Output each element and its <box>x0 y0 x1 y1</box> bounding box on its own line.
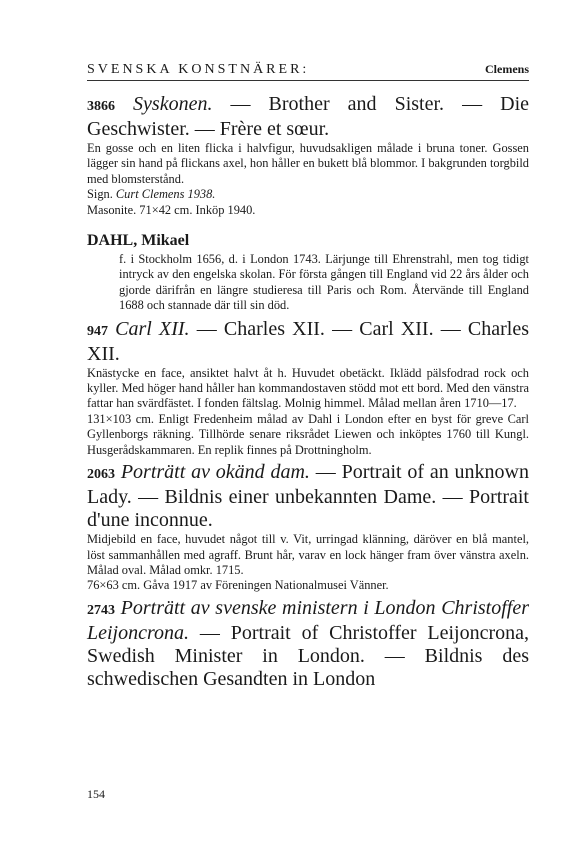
entry-947-title <box>87 318 529 366</box>
entry-3866-title <box>87 93 529 141</box>
entry-number: 947 <box>87 323 108 339</box>
entry-947-medium: 131×103 cm. Enligt Fredenheim målad av Dahl i London efter en byst för greve Carl Gyllenborgs räkning. Tillhörde senare riksrådet Liewen och inköptes 1760 till Kungl. Husgerådskammaren. En replik finnes på Drottningholm. <box>87 411 529 457</box>
artist-heading: DAHL, Mikael <box>87 232 190 250</box>
spacer <box>87 218 529 232</box>
catalog-page <box>87 62 529 691</box>
entry-title-translations: — Charles XII. — Carl XII. — Charles XII. <box>87 317 530 365</box>
entry-number: 3866 <box>87 99 115 114</box>
entry-title-swedish: Syskonen. <box>133 93 213 115</box>
entry-2063-title <box>87 461 529 532</box>
entry-title-swedish: Porträtt av svenske ministern i London Christoffer Leijoncrona. <box>87 596 530 644</box>
running-head-title: SVENSKA KONSTNÄRER: <box>87 62 310 77</box>
running-head <box>87 62 529 81</box>
entry-947-description: Knästycke en face, ansiktet halvt åt h. Huvudet obetäckt. Iklädd pälsfodrad rock och kyller. Med höger hand håller han kommandostaven stödd mot ett bord. Med den vänstra fattar han svärdfästet. I fonden fältslag. Molnig himmel. Målad mellan åren 1710—17. <box>87 365 529 411</box>
entry-title-swedish: Porträtt av okänd dam. <box>120 461 310 484</box>
entry-title-swedish: Carl XII. <box>115 317 190 340</box>
signature: Curt Clemens 1938. <box>115 187 216 202</box>
entry-number: 2743 <box>87 602 115 618</box>
artist-biography: f. i Stockholm 1656, d. i London 1743. Lärjunge till Ehrenstrahl, men tog tidigt intryck av den engelska skolan. För första gången till England vid 22 års ålder och gjorde därifrån en längre studieresa till Paris och Rom. Återvände till England 1688 och stannade där till sin död. <box>119 252 529 313</box>
entry-number: 2063 <box>87 467 115 483</box>
running-head-artist: Clemens <box>485 62 529 76</box>
entry-2063-medium: 76×63 cm. Gåva 1917 av Föreningen Nationalmusei Vänner. <box>87 578 389 593</box>
entry-2743-title <box>87 597 529 691</box>
signature-prefix: Sign. <box>87 187 116 202</box>
page-number: 154 <box>87 787 105 801</box>
entry-title-translations: — Brother and Sister. — Die Geschwister. — Frère et sœur. <box>87 93 529 140</box>
entry-title-translations: — Portrait of an unknown Lady. — Bildnis einer unbekannten Dame. — Portrait d'une inconnue. <box>87 461 529 532</box>
entry-title-translations: — Portrait of Christoffer Leijoncrona, Swedish Minister in London. — Bildnis des schwedischen Gesandten in London <box>87 621 529 690</box>
entry-3866-description: En gosse och en liten flicka i halvfigur, huvudsakligen målade i bruna toner. Gossen lägger sin hand på flickans axel, hon håller en bukett blå blommor. I bakgrunden torgbild med blomsterstånd. Sign. Curt Clemens 1938. <box>87 141 529 202</box>
entry-2063-description: Midjebild en face, huvudet något till v. Vit, urringad klänning, däröver en blå mantel, löst sammanhållen med agraff. Brunt hår, varav en lock hänger fram över vänstra axeln. Målad oval. Målad omkr. 1715. <box>87 532 529 577</box>
entry-3866-medium: Masonite. 71×42 cm. Inköp 1940. <box>87 202 256 217</box>
